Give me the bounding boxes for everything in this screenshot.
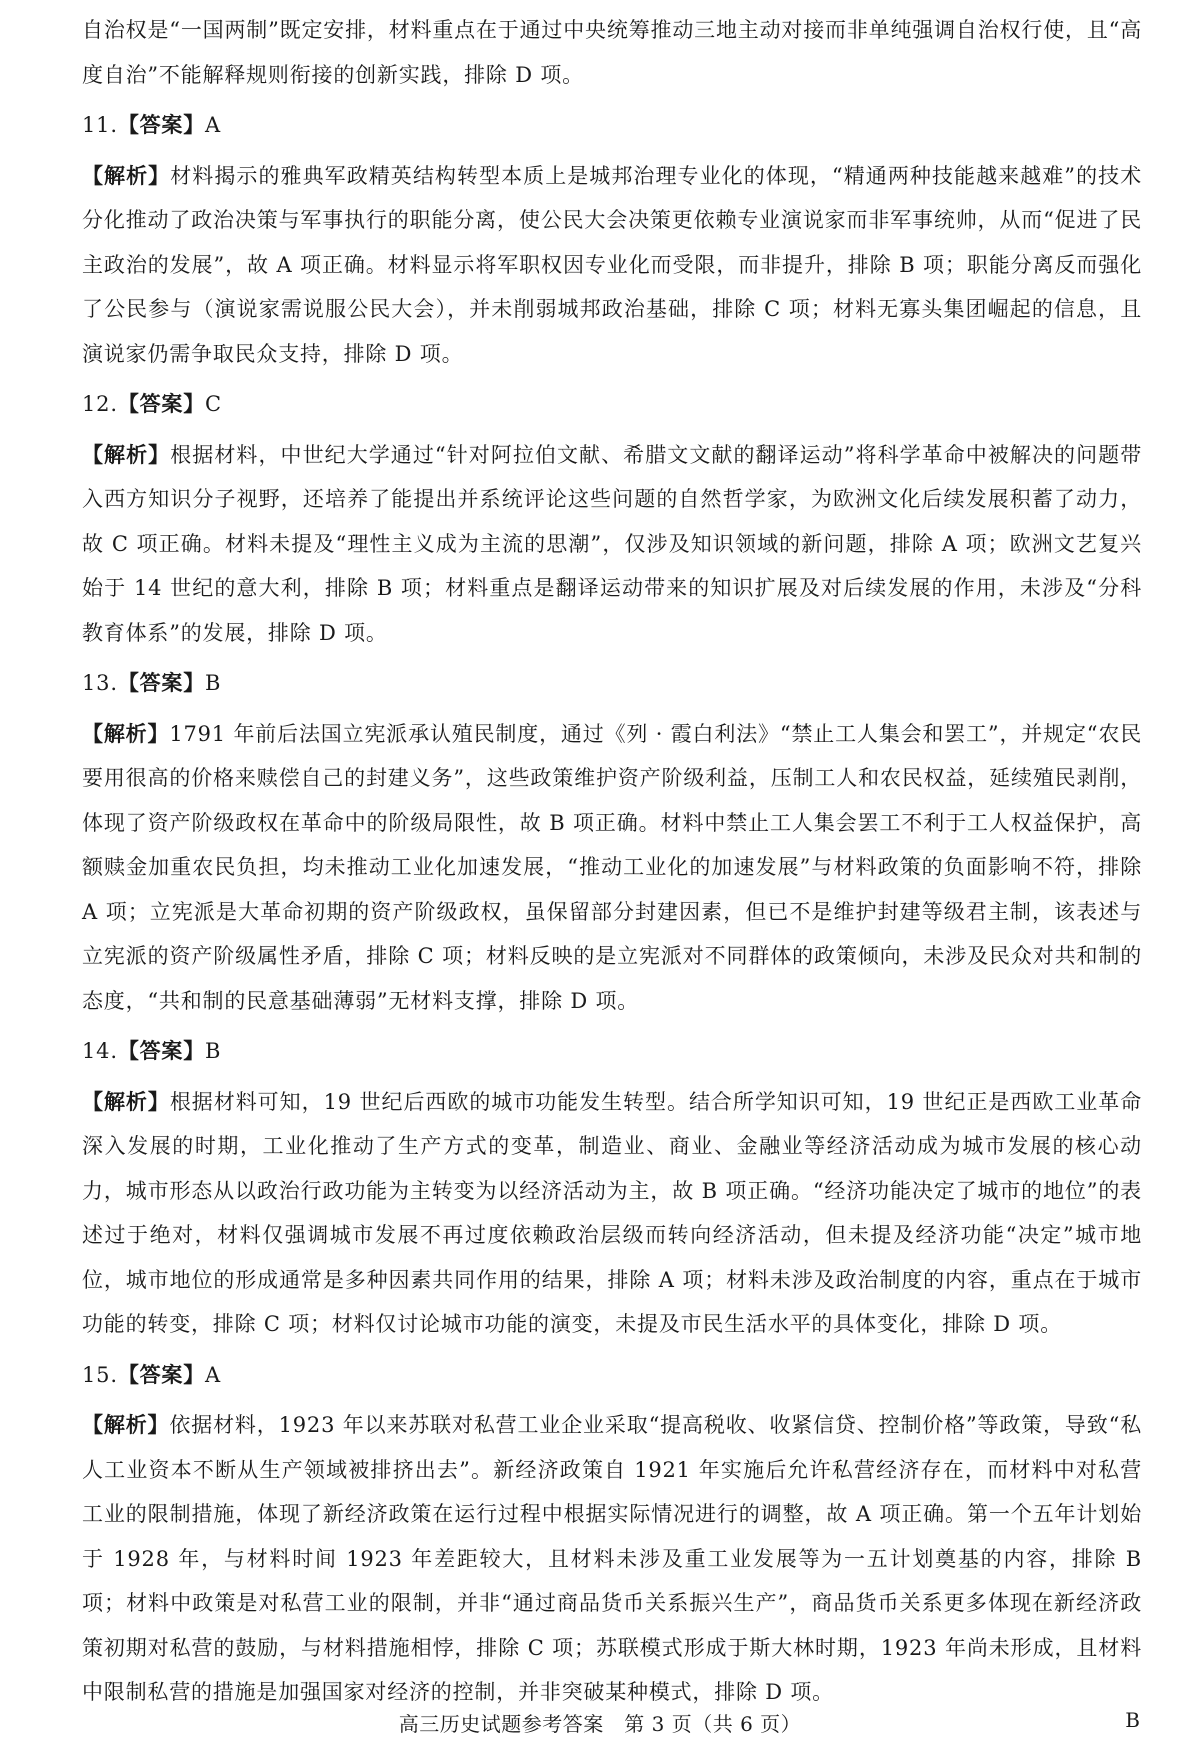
explanation-text: 材料揭示的雅典军政精英结构转型本质上是城邦治理专业化的体现，“精通两种技能越来越难”的技术分化推动了政治决策与军事执行的职能分离，使公民大会决策更依赖专业演说家而非军事统帅，从而“促进了民主政治的发展”，故 A 项正确。材料显示将军职权因专业化而受限，而非提升，排除 B 项；职能分离反而强化了公民参与（演说家需说服公民大会），并未削弱城邦政治基础，排除 C 项；材料无寡头集团崛起的信息，且演说家仍需争取民众支持，排除 D 项。 (82, 163, 1143, 366)
answer-value: C (205, 392, 222, 416)
answer-line (82, 103, 1142, 148)
explain-tag: 【解析】 (82, 441, 171, 467)
answer-line (82, 382, 1142, 427)
answer-tag: 【答案】 (117, 1038, 206, 1063)
explanation-paragraph (82, 1403, 1142, 1715)
answer-value: B (205, 1039, 222, 1063)
question-item-15 (82, 1353, 1142, 1715)
explanation-paragraph (82, 1080, 1142, 1347)
explanation-text: 根据材料可知，19 世纪后西欧的城市功能发生转型。结合所学知识可知，19 世纪正是西欧工业革命深入发展的时期，工业化推动了生产方式的变革，制造业、商业、金融业等经济活动成为城市发展的核心动力，城市形态从以政治行政功能为主转变为以经济活动为主，故 B 项正确。“经济功能决定了城市的地位”的表述过于绝对，材料仅强调城市发展不再过度依赖政治层级而转向经济活动，但未提及经济功能“决定”城市地位，城市地位的形成通常是多种因素共同作用的结果，排除 A 项；材料未涉及政治制度的内容，重点在于城市功能的转变，排除 C 项；材料仅讨论城市功能的演变，未提及市民生活水平的具体变化，排除 D 项。 (82, 1089, 1142, 1336)
answer-value: A (205, 113, 221, 137)
answer-value: A (205, 1362, 221, 1387)
question-item-14 (82, 1029, 1142, 1347)
answer-line (82, 661, 1142, 706)
explanation-text: 1791 年前后法国立宪派承认殖民制度，通过《列 · 霞白利法》“禁止工人集会和罢工”，并规定“农民要用很高的价格来赎偿自己的封建义务”，这些政策维护资产阶级利益，压制工人和农民权益，延续殖民剥削，体现了资产阶级政权在革命中的阶级局限性，故 B 项正确。材料中禁止工人集会罢工不利于工人权益保护，高额赎金加重农民负担，均未推动工业化加速发展，“推动工业化的加速发展”与材料政策的负面影响不符，排除 A 项；立宪派是大革命初期的资产阶级政权，虽保留部分封建因素，但已不是维护封建等级君主制，该表述与立宪派的资产阶级属性矛盾，排除 C 项；材料反映的是立宪派对不同群体的政策倾向，未涉及民众对共和制的态度，“共和制的民意基础薄弱”无材料支撑，排除 D 项。 (82, 721, 1142, 1013)
question-number: 11. (82, 113, 118, 137)
explanation-paragraph (82, 712, 1142, 1024)
question-item-11 (82, 103, 1142, 376)
continued-explanation: 自治权是“一国两制”既定安排，材料重点在于通过中央统筹推动三地主动对接而非单纯强调自治权行使，且“高度自治”不能解释规则衔接的创新实践，排除 D 项。 (82, 18, 1142, 87)
explain-tag: 【解析】 (82, 720, 170, 746)
explanation-text: 依据材料，1923 年以来苏联对私营工业企业采取“提高税收、收紧信贷、控制价格”等政策，导致“私人工业资本不断从生产领域被排挤出去”。新经济政策自 1921 年实施后允许私营经济存在，而材料中对私营工业的限制措施，体现了新经济政策在运行过程中根据实际情况进行的调整，故 A 项正确。第一个五年计划始于 1928 年，与材料时间 1923 年差距较大，且材料未涉及重工业发展等为一五计划奠基的内容，排除 B 项；材料中政策是对私营工业的限制，并非“通过商品货币关系振兴生产”，商品货币关系更多体现在新经济政策初期对私营的鼓励，与材料措施相悖，排除 C 项；苏联模式形成于斯大林时期，1923 年尚未形成，且材料中限制私营的措施是加强国家对经济的控制，并非突破某种模式，排除 D 项。 (82, 1413, 1142, 1704)
question-item-12 (82, 382, 1142, 655)
explain-tag: 【解析】 (82, 162, 171, 188)
question-number: 15. (82, 1362, 118, 1387)
explain-tag: 【解析】 (82, 1412, 170, 1437)
question-number: 12. (82, 392, 118, 416)
explain-tag: 【解析】 (82, 1088, 170, 1114)
footer-version-mark: B (1125, 1708, 1140, 1732)
question-item-13 (82, 661, 1142, 1023)
explanation-paragraph (82, 433, 1142, 656)
explanation-paragraph (82, 154, 1142, 377)
page-footer (0, 1700, 1200, 1740)
answer-line (82, 1029, 1142, 1074)
answer-tag: 【答案】 (117, 112, 206, 137)
question-number: 14. (82, 1039, 118, 1063)
answer-tag: 【答案】 (117, 391, 206, 416)
answer-line (82, 1353, 1142, 1398)
answer-content (82, 8, 1142, 1715)
footer-page-info: 高三历史试题参考答案 第 3 页（共 6 页） (398, 1712, 802, 1736)
answer-tag: 【答案】 (117, 670, 206, 695)
explanation-text: 根据材料，中世纪大学通过“针对阿拉伯文献、希腊文文献的翻译运动”将科学革命中被解决的问题带入西方知识分子视野，还培养了能提出并系统评论这些问题的自然哲学家，为欧洲文化后续发展积蓄了动力，故 C 项正确。材料未提及“理性主义成为主流的思潮”，仅涉及知识领域的新问题，排除 A 项；欧洲文艺复兴始于 14 世纪的意大利，排除 B 项；材料重点是翻译运动带来的知识扩展及对后续发展的作用，未涉及“分科教育体系”的发展，排除 D 项。 (82, 442, 1143, 645)
answer-tag: 【答案】 (117, 1361, 206, 1387)
answer-value: B (205, 671, 222, 695)
question-number: 13. (82, 671, 118, 695)
